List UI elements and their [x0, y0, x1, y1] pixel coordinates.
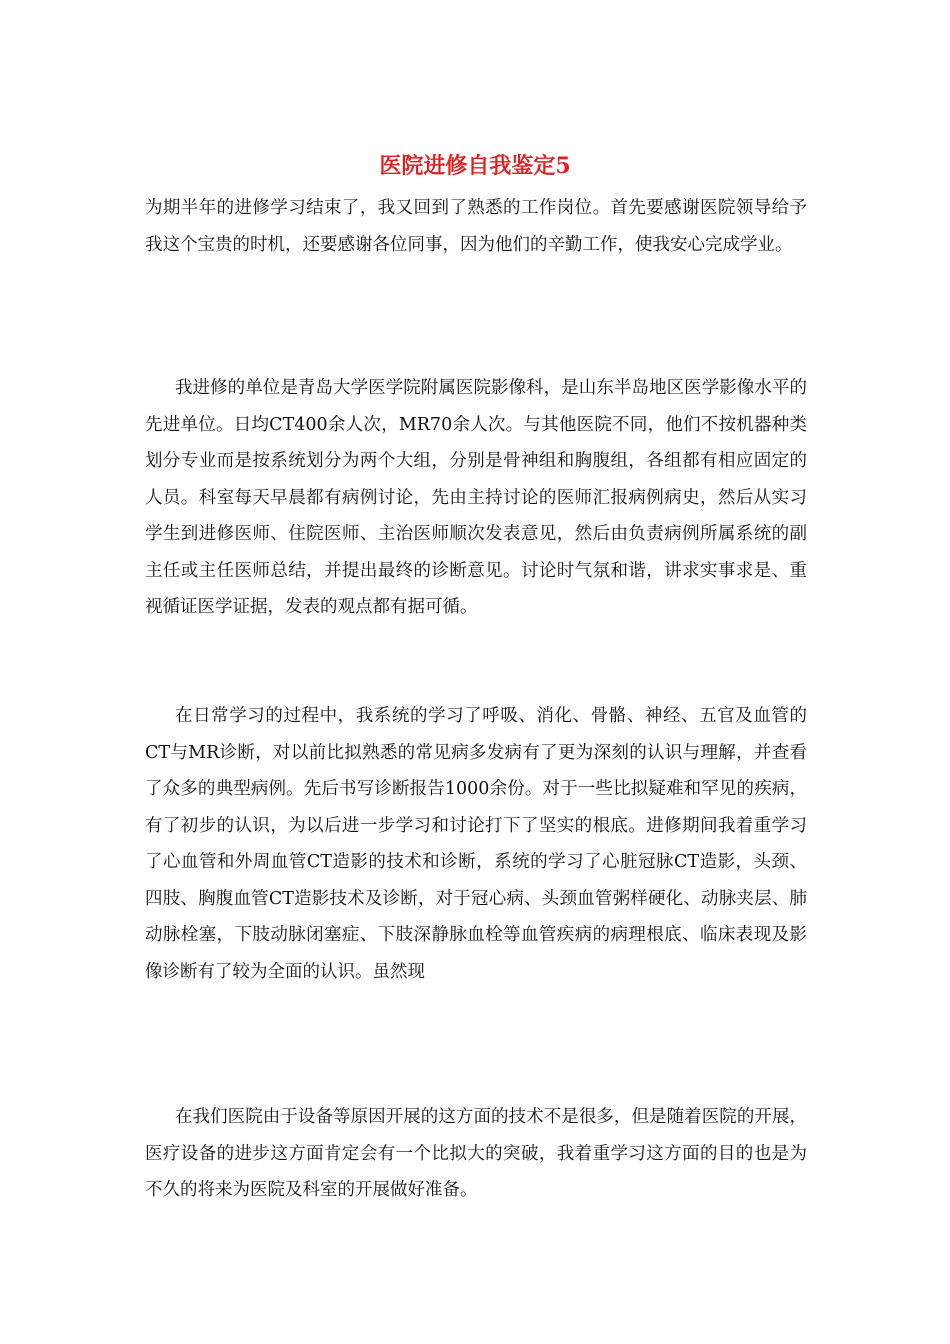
paragraph-daily-study: 在日常学习的过程中，我系统的学习了呼吸、消化、骨骼、神经、五官及血管的CT与MR诊断，对以前比拟熟悉的常见病多发病有了更为深刻的认识与理解，并查看了众多的典型病例。先后书写诊断报告1000余份。对于一些比拟疑难和罕见的疾病，有了初步的认识，为以后进一步学习和讨论打下了坚实的根底。进修期间我着重学习了心血管和外周血管CT造影的技术和诊断，系统的学习了心脏冠脉CT造影，头颈、四肢、胸腹血管CT造影技术及诊断，对于冠心病、头颈血管粥样硬化、动脉夹层、肺动脉栓塞，下肢动脉闭塞症、下肢深静脉血栓等血管疾病的病理根底、临床表现及影像诊断有了较为全面的认识。虽然现: [145, 706, 807, 982]
paragraph-intro: 为期半年的进修学习结束了，我又回到了熟悉的工作岗位。首先要感谢医院领导给予我这个宝贵的时机，还要感谢各位同事，因为他们的辛勤工作，使我安心完成学业。: [145, 198, 807, 255]
paragraph-future-plans: 在我们医院由于设备等原因开展的这方面的技术不是很多，但是随着医院的开展，医疗设备的进步这方面肯定会有一个比拟大的突破，我着重学习这方面的目的也是为不久的将来为医院及科室的开展做好准备。: [145, 1107, 807, 1200]
paragraph-training-unit: 我进修的单位是青岛大学医学院附属医院影像科，是山东半岛地区医学影像水平的先进单位。日均CT400余人次，MR70余人次。与其他医院不同，他们不按机器种类划分专业而是按系统划分为两个大组，分别是骨神组和胸腹组，各组都有相应固定的人员。科室每天早晨都有病例讨论，先由主持讨论的医师汇报病例病史，然后从实习学生到进修医师、住院医师、主治医师顺次发表意见，然后由负责病例所属系统的副主任或主任医师总结，并提出最终的诊断意见。讨论时气氛和谐，讲求实事求是、重视循证医学证据，发表的观点都有据可循。: [145, 378, 807, 617]
document-title: 医院进修自我鉴定5: [379, 153, 571, 179]
